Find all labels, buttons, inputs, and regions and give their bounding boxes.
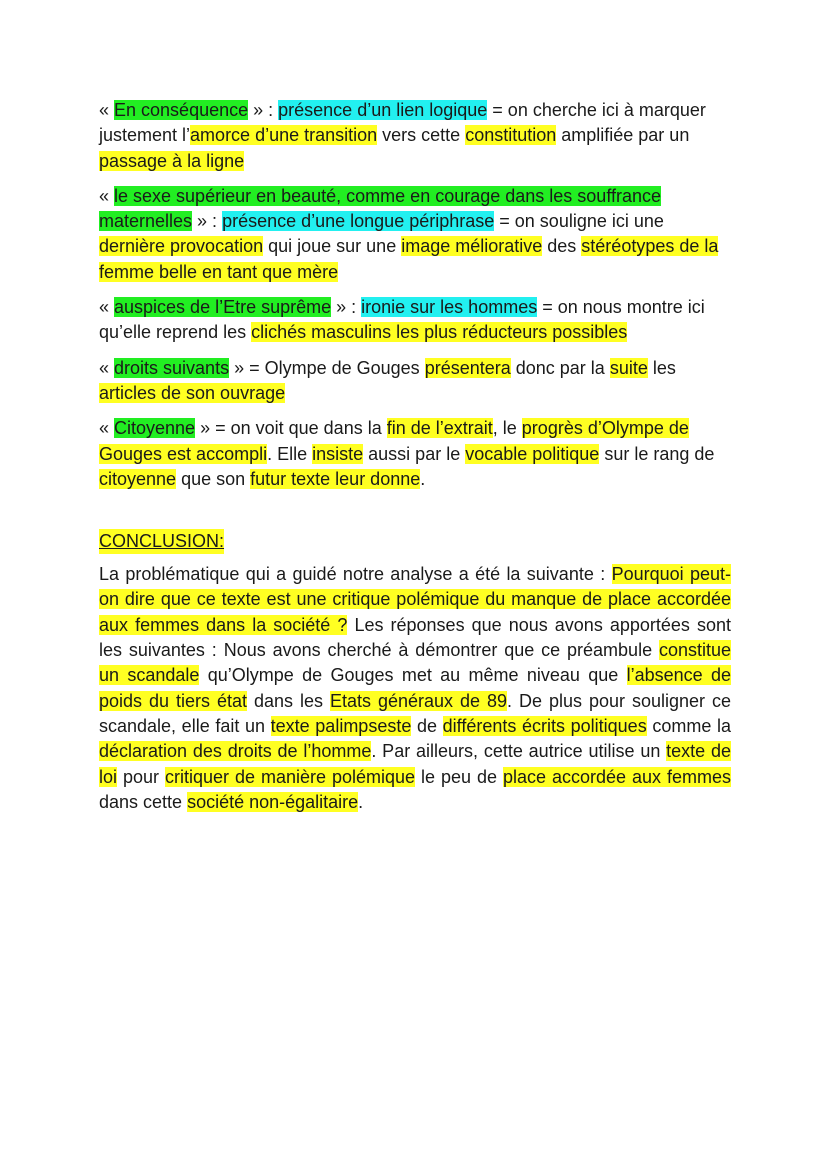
text-run: sur le rang de (599, 443, 715, 464)
highlight-cyan: présence d’un lien logique (278, 100, 488, 120)
highlight-yellow: suite (609, 357, 648, 378)
text-run: donc par la (510, 357, 610, 378)
highlight-yellow: image méliorative (401, 236, 543, 257)
highlight-yellow: fin de l’extrait (386, 418, 493, 439)
highlight-yellow: dernière provocation (99, 236, 264, 257)
text-run: . Elle (267, 443, 313, 464)
highlight-green: auspices de l’Etre suprême (114, 297, 332, 318)
text-run: = on souligne ici une (494, 211, 664, 232)
text-run: qui joue sur une (263, 236, 402, 257)
conclusion-heading: CONCLUSION: (99, 529, 224, 554)
text-run: « (99, 418, 115, 439)
text-run: « (99, 357, 115, 378)
text-run: » : (331, 297, 362, 318)
para-sexe-superieur (99, 184, 731, 285)
highlight-yellow: vocable politique (465, 443, 600, 464)
highlight-yellow: constitution (465, 125, 557, 146)
text-run: » = Olympe de Gouges (229, 357, 425, 378)
text-run: » = on voit que dans la (195, 418, 387, 439)
text-run: « (99, 100, 115, 120)
highlight-yellow: Etats généraux de 89 (329, 690, 508, 711)
highlight-yellow: différents écrits politiques (442, 715, 647, 736)
para-droits-suivants (99, 356, 731, 407)
text-run: le peu de (415, 766, 503, 787)
highlight-green: le sexe supérieur en beauté, comme en courage dans les souffrance maternelles (99, 185, 662, 232)
text-run: , le (492, 418, 522, 439)
para-en-consequence (99, 98, 731, 174)
para-citoyenne (99, 416, 731, 492)
text-run: . (420, 468, 426, 489)
highlight-yellow: constitue un scandale (99, 640, 731, 686)
text-run: . (358, 791, 364, 812)
text-run: . De plus pour souligner ce scandale, elle fait un (99, 690, 732, 736)
text-run: pour (117, 766, 165, 787)
highlight-yellow: déclaration des droits de l’homme (99, 741, 372, 762)
analysis-section (99, 98, 731, 492)
text-run: que son (176, 468, 251, 489)
highlight-yellow: l’absence de poids du tiers état (99, 665, 731, 711)
highlight-yellow: texte palimpseste (270, 715, 412, 736)
text-run: » : (248, 100, 279, 120)
text-run: vers cette (377, 125, 466, 146)
text-run: les (647, 357, 676, 378)
conclusion-paragraph (99, 562, 731, 815)
highlight-yellow: Pourquoi peut-on dire que ce texte est une critique polémique du manque de place accordée aux femmes dans la société ? (99, 564, 731, 635)
text-run: . Par ailleurs, cette autrice utilise un (371, 741, 667, 762)
highlight-green: En conséquence (114, 100, 249, 120)
highlight-yellow: société non-égalitaire (187, 791, 359, 812)
para-auspices (99, 295, 731, 346)
conclusion-heading-wrap (99, 529, 731, 554)
text-run: dans cette (99, 791, 188, 812)
text-run: » : (192, 211, 223, 232)
highlight-yellow: citoyenne (99, 468, 177, 489)
highlight-green: droits suivants (114, 357, 230, 378)
text-run: « (99, 185, 115, 206)
text-run: La problématique qui a guidé notre analyse a été la suivante : (99, 564, 612, 585)
highlight-green: Citoyenne (114, 418, 196, 439)
text-run: = on cherche ici à marquer justement l’ (99, 100, 706, 146)
text-run: des (542, 236, 582, 257)
text-run: dans les (247, 690, 330, 711)
document-page (99, 98, 731, 825)
highlight-yellow: articles de son ouvrage (99, 382, 286, 403)
highlight-yellow: futur texte leur donne (250, 468, 421, 489)
highlight-cyan: ironie sur les hommes (361, 297, 538, 318)
highlight-yellow: clichés masculins les plus réducteurs possibles (251, 322, 628, 343)
text-run: = on nous montre ici qu’elle reprend les (99, 297, 705, 343)
highlight-yellow: place accordée aux femmes (502, 766, 731, 787)
text-run: de (411, 715, 443, 736)
highlight-cyan: présence d’une longue périphrase (222, 211, 495, 232)
highlight-yellow: passage à la ligne (99, 150, 245, 171)
highlight-yellow: stéréotypes de la femme belle en tant que mère (99, 236, 719, 282)
highlight-yellow: progrès d’Olympe de Gouges est accompli (99, 418, 689, 464)
text-run: « (99, 297, 115, 318)
text-run: amplifiée par un (556, 125, 690, 146)
text-run: qu’Olympe de Gouges met au même niveau que (199, 665, 627, 686)
text-run: comme la (646, 715, 731, 736)
highlight-yellow: insiste (312, 443, 364, 464)
highlight-yellow: présentera (424, 357, 511, 378)
text-run: Les réponses que nous avons apportées sont les suivantes : Nous avons cherché à démontrer que ce préambule (99, 614, 732, 661)
highlight-yellow: critiquer de manière polémique (164, 766, 416, 787)
text-run: aussi par le (363, 443, 466, 464)
highlight-yellow: texte de loi (99, 741, 732, 787)
highlight-yellow: amorce d’une transition (190, 125, 378, 146)
